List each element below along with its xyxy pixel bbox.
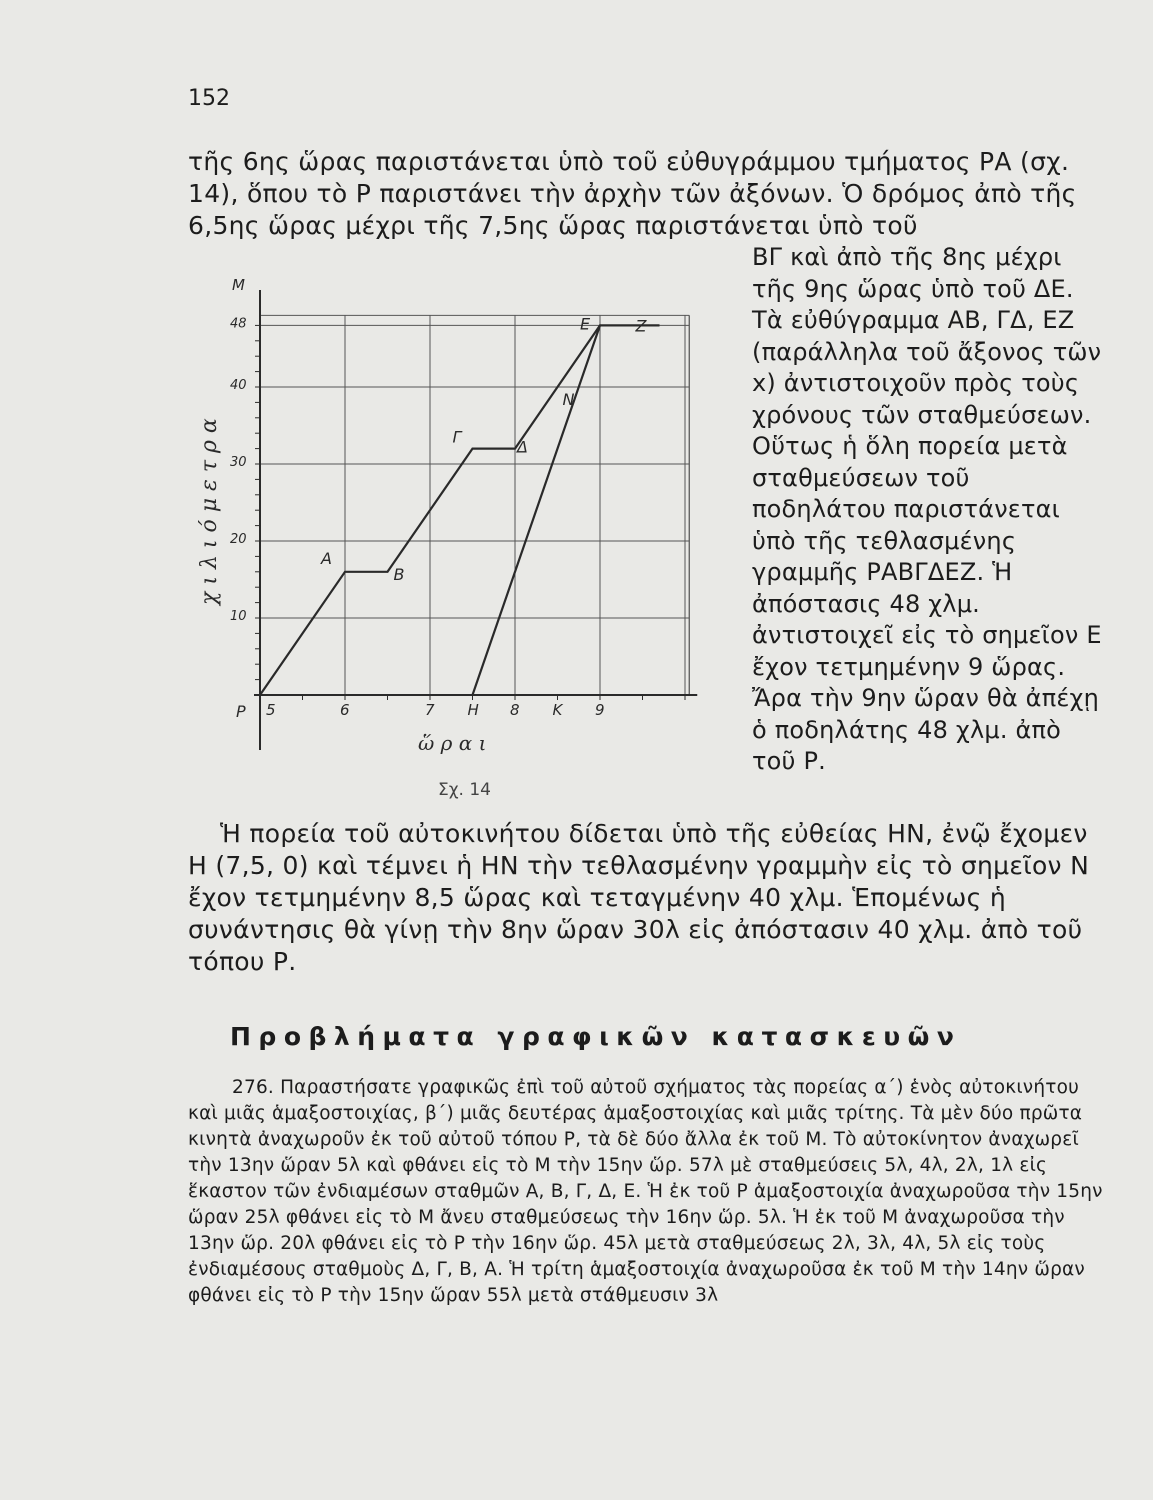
x-axis-title: ὥ ρ α ι [418, 731, 487, 755]
side-paragraph: ΒΓ καὶ ἀπὸ τῆς 8ης μέχρι τῆς 9ης ὥρας ὑπὸ τοῦ ΔΕ. Τὰ εὐθύγραμμα ΑΒ, ΓΔ, ΕΖ (παράλληλα τοῦ ἄξονος τῶν x) ἀντιστοιχοῦν πρὸς τοὺς χρόνους τῶν σταθμεύσεων. Οὕτως ἡ ὅλη πορεία μετὰ σταθμεύσεων τοῦ ποδηλάτου παριστάνεται ὑπὸ τῆς τεθλασμένης γραμμῆς ΡΑΒΓΔΕΖ. Ἡ ἀπόστασις 48 χλμ. ἀντιστοιχεῖ εἰς τὸ σημεῖον Ε ἔχον τετμημένην 9 ὥρας. Ἄρα τὴν 9ην ὥραν θὰ ἀπέχῃ ὁ ποδηλάτης 48 χλμ. ἀπὸ τοῦ Ρ. [752, 243, 1102, 775]
series-line-car [473, 325, 601, 695]
intersection-label: Ν [562, 390, 575, 409]
x-tick-label: 5 [266, 701, 276, 719]
section-heading: Προβλήματα γραφικῶν κατασκευῶν [230, 1022, 962, 1051]
distance-time-chart [196, 270, 716, 810]
point-label: Ζ [635, 316, 647, 336]
paragraph-2: Ἡ πορεία τοῦ αὐτοκινήτου δίδεται ὑπὸ τῆς εὐθείας ΗΝ, ἐνῷ ἔχομεν Η (7,5, 0) καὶ τέμνει ἡ ΗΝ τὴν τεθλασμένην γραμμὴν εἰς τὸ σημεῖον Ν ἔχον τετμημένην 8,5 ὥρας καὶ τεταγμένην 40 χλμ. Ἑπομένως ἡ συνάντησις θὰ γίνῃ τὴν 8ην ὥραν 30λ εἰς ἀπόστασιν 40 χλμ. ἀπὸ τοῦ τόπου Ρ. [188, 819, 1090, 976]
y-axis-letter: Μ [232, 276, 245, 294]
y-tick-label: 30 [230, 455, 247, 470]
problem-276: 276. Παραστήσατε γραφικῶς ἐπὶ τοῦ αὐτοῦ σχήματος τὰς πορείας α΄) ἑνὸς αὐτοκινήτου καὶ μιᾶς ἁμαξοστοιχίας, β΄) μιᾶς δευτέρας ἁμαξοστοιχίας καὶ μιᾶς τρίτης. Τὰ μὲν δύο πρῶτα κινητὰ ἀναχωροῦν ἐκ τοῦ αὐτοῦ τόπου Ρ, τὰ δὲ δύο ἄλλα ἐκ τοῦ Μ. Τὸ αὐτοκίνητον ἀναχωρεῖ τὴν 13ην ὥραν 5λ καὶ φθάνει εἰς τὸ Μ τὴν 15ην ὥρ. 57λ μὲ σταθμεύσεις 5λ, 4λ, 2λ, 1λ εἰς ἕκαστον τῶν ἐνδιαμέσων σταθμῶν Α, Β, Γ, Δ, Ε. Ἡ ἐκ τοῦ Ρ ἁμαξοστοιχία ἀναχωροῦσα τὴν 15ην ὥραν 25λ φθάνει εἰς τὸ Μ ἄνευ σταθμεύσεως τὴν 16ην ὥρ. 5λ. Ἡ ἐκ τοῦ Μ ἀναχωροῦσα τὴν 13ην ὥρ. 20λ φθάνει εἰς τὸ Ρ τὴν 16ην ὥρ. 45λ μετὰ σταθμεύσεως 2λ, 3λ, 4λ, 5λ εἰς τοὺς ἐνδιαμέσους σταθμοὺς Δ, Γ, Β, Α. Ἡ τρίτη ἁμαξοστοιχία ἀναχωροῦσα ἐκ τοῦ Μ τὴν 14ην ὥραν φθάνει εἰς τὸ Ρ τὴν 15ην ὥραν 55λ μετὰ στάθμευσιν 3λ [188, 1077, 1103, 1306]
point-label: Α [321, 548, 332, 568]
figure-caption: Σχ. 14 [438, 780, 492, 800]
origin-label: Ρ [236, 702, 246, 721]
y-tick-label: 10 [230, 609, 247, 624]
x-tick-label: 9 [595, 701, 605, 719]
x-tick-label: 7 [425, 701, 435, 719]
page-number: 152 [188, 86, 230, 111]
x-tick-label: 6 [340, 701, 350, 719]
point-label: Β [393, 564, 405, 584]
y-tick-label: 20 [230, 532, 247, 547]
y-tick-label: 40 [230, 378, 247, 393]
y-tick-label: 48 [230, 316, 247, 332]
point-label: Δ [517, 437, 528, 457]
paragraph-1: τῆς 6ης ὥρας παριστάνεται ὑπὸ τοῦ εὐθυγράμμου τμήματος ΡΑ (σχ. 14), ὅπου τὸ Ρ παριστάνει τὴν ἀρχὴν τῶν ἀξόνων. Ὁ δρόμος ἀπὸ τῆς 6,5ης ὥρας μέχρι τῆς 7,5ης ὥρας παριστάνεται ὑπὸ τοῦ [188, 147, 1077, 240]
point-label: Ε [580, 314, 591, 334]
y-axis-title: χ ι λ ι ό μ ε τ ρ α [197, 418, 222, 605]
figure-14 [196, 270, 716, 810]
point-label: Γ [452, 427, 462, 447]
x-tick-label: Κ [552, 701, 563, 719]
x-tick-label: Η [467, 701, 479, 719]
x-tick-label: 8 [510, 701, 520, 719]
